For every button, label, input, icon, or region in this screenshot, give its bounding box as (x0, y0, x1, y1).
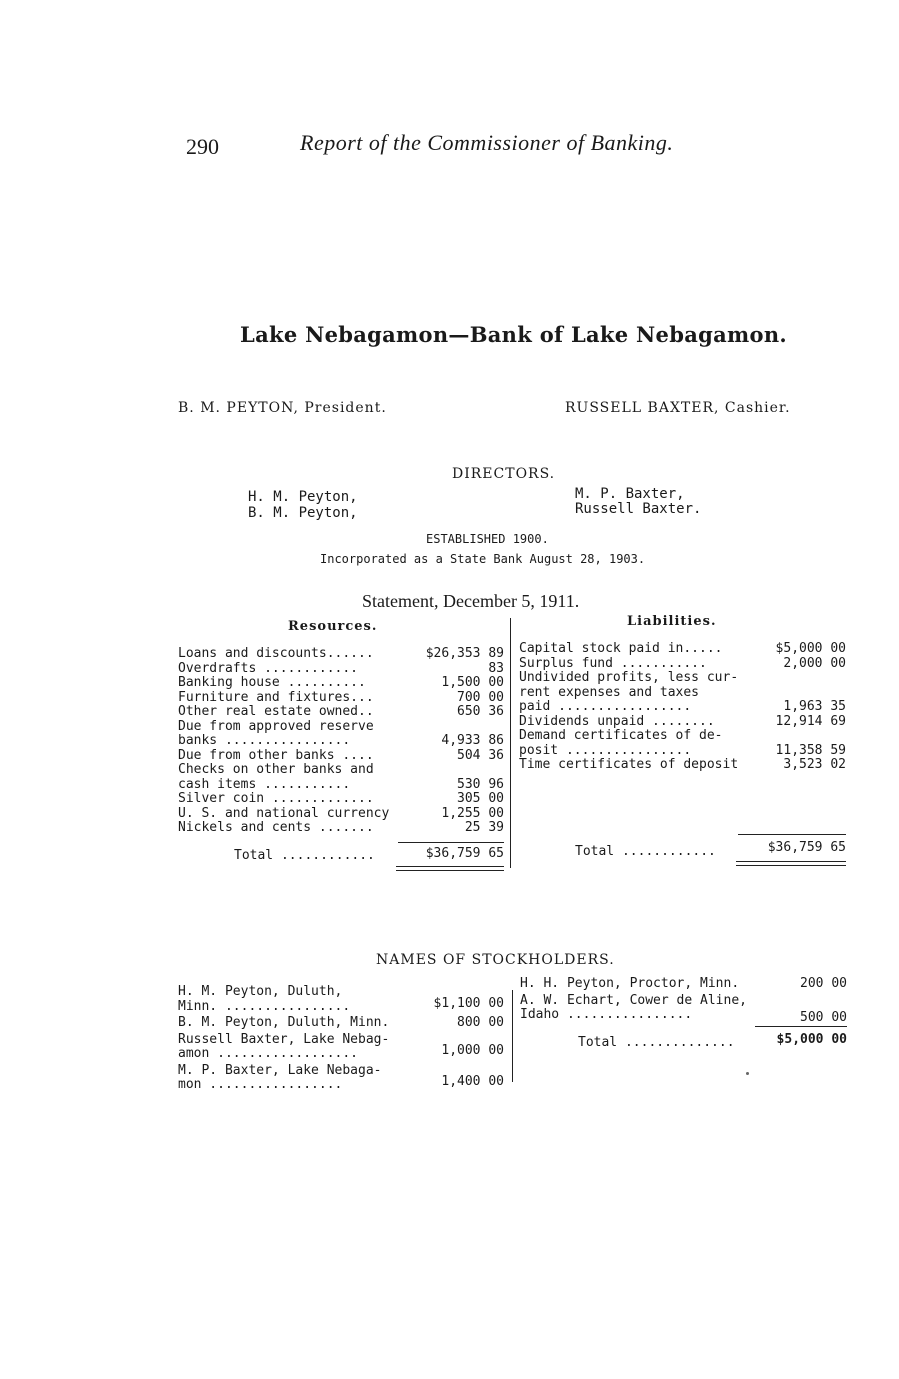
double-rule (736, 865, 846, 866)
liabilities-total-label: Total ............ (575, 844, 716, 859)
stockholder-name: mon ................. (178, 1077, 343, 1092)
stockholder-name: Minn. ................ (178, 998, 351, 1014)
double-rule (736, 861, 846, 862)
resource-label: U. S. and national currency (178, 805, 390, 821)
resource-amount: 700 00 (457, 689, 504, 705)
stockholders-total: $5,000 00 (776, 1032, 847, 1047)
stockholder-amount: 800 00 (457, 1015, 504, 1030)
resource-amount: 4,933 86 (441, 733, 504, 748)
stockholder-name: M. P. Baxter, Lake Nebaga- (178, 1062, 382, 1078)
liability-label: Surplus fund ........... (519, 655, 707, 671)
liability-label: Time certificates of deposit (519, 757, 739, 772)
sum-rule (398, 842, 504, 843)
resource-label: Furniture and fixtures... (178, 689, 374, 705)
statement-title: Statement, December 5, 1911. (362, 591, 580, 611)
resource-label: Due from approved reserve (178, 718, 374, 734)
resource-label: Other real estate owned.. (178, 704, 374, 719)
stockholder-name: H. M. Peyton, Duluth, (178, 984, 343, 999)
liabilities-heading: Liabilities. (627, 614, 717, 629)
page-number: 290 (186, 134, 219, 159)
president-line: B. M. PEYTON, President. (178, 400, 387, 416)
stockholder-name: B. M. Peyton, Duluth, Minn. (178, 1015, 390, 1030)
liability-amount: $5,000 00 (775, 641, 846, 656)
double-rule (396, 870, 504, 871)
print-speck (746, 1072, 749, 1075)
stockholder-amount: 200 00 (800, 976, 847, 991)
resource-label: Banking house .......... (178, 675, 366, 690)
double-rule (396, 866, 504, 867)
column-divider (512, 990, 513, 1082)
resource-label: Silver coin ............. (178, 791, 374, 806)
director-name: B. M. Peyton, (248, 505, 358, 521)
liability-amount: 12,914 69 (775, 713, 846, 729)
liability-amount: 11,358 59 (775, 742, 846, 758)
resource-amount: 650 36 (457, 704, 504, 719)
resource-amount: 305 00 (457, 791, 504, 806)
stockholder-name: amon .................. (178, 1046, 359, 1061)
stockholder-amount: 1,400 00 (441, 1074, 504, 1089)
liability-label: Demand certificates of de- (519, 728, 723, 743)
stockholders-total-label: Total .............. (578, 1035, 735, 1050)
stockholder-name: Russell Baxter, Lake Nebag- (178, 1031, 390, 1047)
directors-heading: DIRECTORS. (452, 466, 556, 482)
resource-label: Nickels and cents ....... (178, 820, 374, 835)
sum-rule (738, 834, 846, 835)
liability-label: posit ................ (519, 742, 692, 758)
resource-label: cash items ........... (178, 776, 351, 792)
liability-label: Undivided profits, less cur- (519, 670, 739, 685)
stockholder-name: H. H. Peyton, Proctor, Minn. (520, 976, 740, 991)
resource-label: Due from other banks .... (178, 747, 374, 763)
director-name: H. M. Peyton, (248, 489, 358, 505)
resource-amount: 1,255 00 (441, 805, 504, 821)
resource-label: Overdrafts ............ (178, 660, 359, 676)
liability-label: Capital stock paid in..... (519, 641, 723, 656)
resource-amount: 504 36 (457, 747, 504, 763)
resource-amount: 530 96 (457, 776, 504, 792)
resources-heading: Resources. (288, 619, 378, 634)
column-divider (510, 618, 511, 868)
stockholder-name: A. W. Echart, Cower de Aline, (520, 992, 747, 1008)
cashier-line: RUSSELL BAXTER, Cashier. (565, 400, 791, 416)
sum-rule (755, 1026, 847, 1027)
liability-amount: 1,963 35 (783, 699, 846, 714)
director-name: M. P. Baxter, (575, 486, 685, 502)
resource-amount: 83 (488, 660, 504, 676)
liability-amount: 2,000 00 (783, 655, 846, 671)
director-name: Russell Baxter. (575, 501, 702, 517)
liability-label: paid ................. (519, 699, 692, 714)
resource-amount: $26,353 89 (425, 646, 504, 661)
established-line: ESTABLISHED 1900. (426, 532, 549, 546)
stockholder-amount: 1,000 00 (441, 1043, 504, 1058)
liability-label: rent expenses and taxes (519, 684, 700, 700)
running-title: Report of the Commissioner of Banking. (300, 130, 674, 155)
bank-title: Lake Nebagamon—Bank of Lake Nebagamon. (240, 322, 788, 347)
stockholder-name: Idaho ................ (520, 1007, 693, 1022)
stockholder-amount: $1,100 00 (433, 995, 504, 1011)
resources-total-label: Total ............ (234, 848, 375, 863)
stockholder-amount: 500 00 (800, 1010, 847, 1025)
resource-label: Loans and discounts...... (178, 646, 374, 661)
resource-label: banks ................ (178, 733, 351, 748)
liabilities-total: $36,759 65 (767, 840, 846, 855)
liability-amount: 3,523 02 (783, 757, 846, 772)
stockholders-heading: NAMES OF STOCKHOLDERS. (376, 952, 615, 968)
liability-label: Dividends unpaid ........ (519, 713, 715, 729)
resource-amount: 25 39 (464, 820, 504, 835)
resource-amount: 1,500 00 (441, 675, 504, 690)
incorporated-line: Incorporated as a State Bank August 28, 1903. (320, 552, 646, 566)
resources-total: $36,759 65 (425, 846, 504, 861)
resource-label: Checks on other banks and (178, 762, 374, 777)
